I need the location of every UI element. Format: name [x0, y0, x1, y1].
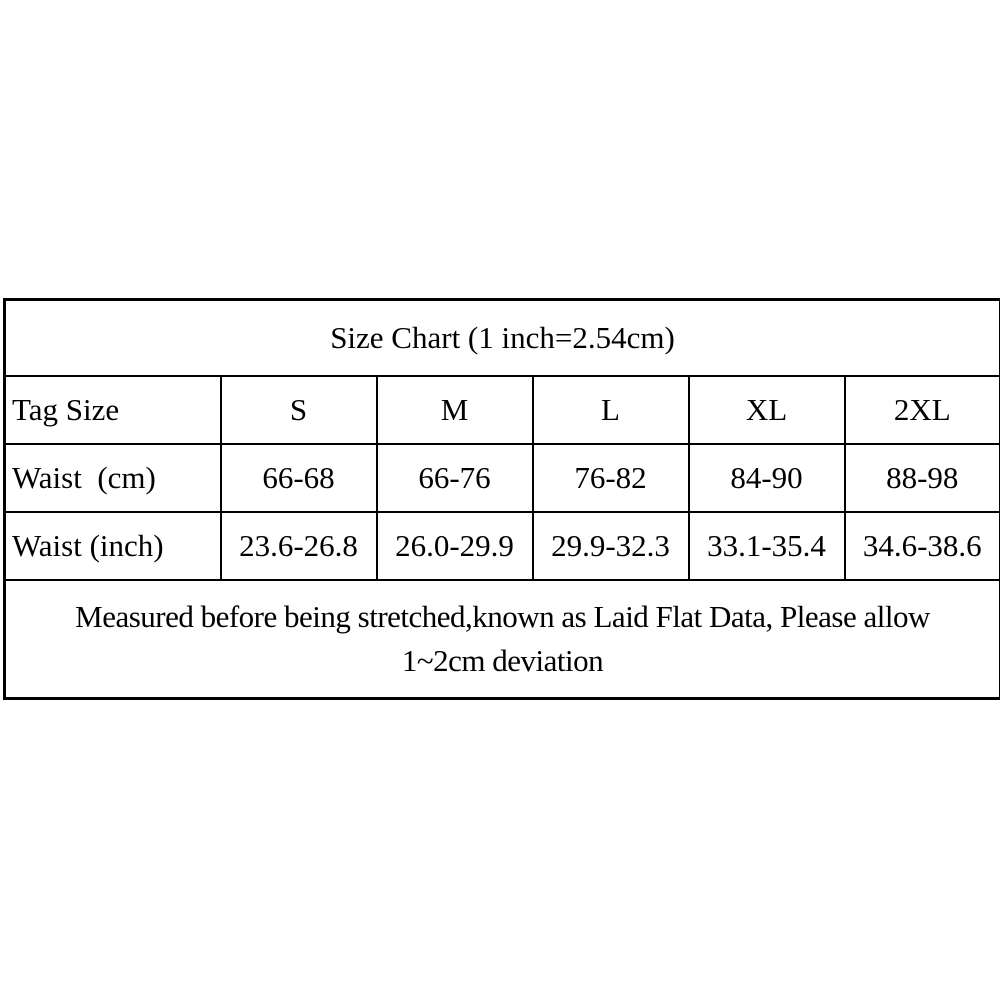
table-row [5, 512, 1000, 580]
waist-cm-cell: 66-68 [221, 444, 377, 512]
waist-inch-cell: 33.1-35.4 [689, 512, 845, 580]
waist-inch-cell: 26.0-29.9 [377, 512, 533, 580]
size-cell: XL [689, 376, 845, 444]
table-row [5, 376, 1000, 444]
waist-cm-cell: 66-76 [377, 444, 533, 512]
measurement-note [5, 580, 1000, 699]
size-chart-title: Size Chart (1 inch=2.54cm) [5, 300, 1000, 377]
size-cell: M [377, 376, 533, 444]
size-chart-table [3, 298, 1000, 700]
note-row [5, 580, 1000, 699]
note-line-2: 1~2cm deviation [401, 643, 604, 678]
waist-inch-cell: 23.6-26.8 [221, 512, 377, 580]
table-row [5, 444, 1000, 512]
row-label-tag-size: Tag Size [5, 376, 221, 444]
waist-inch-cell: 29.9-32.3 [533, 512, 689, 580]
row-label-waist-inch: Waist (inch) [5, 512, 221, 580]
size-cell: L [533, 376, 689, 444]
waist-cm-cell: 88-98 [845, 444, 1000, 512]
note-line-1: Measured before being stretched,known as Laid Flat Data, Please allow [75, 599, 930, 634]
size-cell: S [221, 376, 377, 444]
waist-cm-cell: 84-90 [689, 444, 845, 512]
title-row [5, 300, 1000, 377]
row-label-waist-cm: Waist (cm) [5, 444, 221, 512]
size-cell: 2XL [845, 376, 1000, 444]
waist-cm-cell: 76-82 [533, 444, 689, 512]
waist-inch-cell: 34.6-38.6 [845, 512, 1000, 580]
